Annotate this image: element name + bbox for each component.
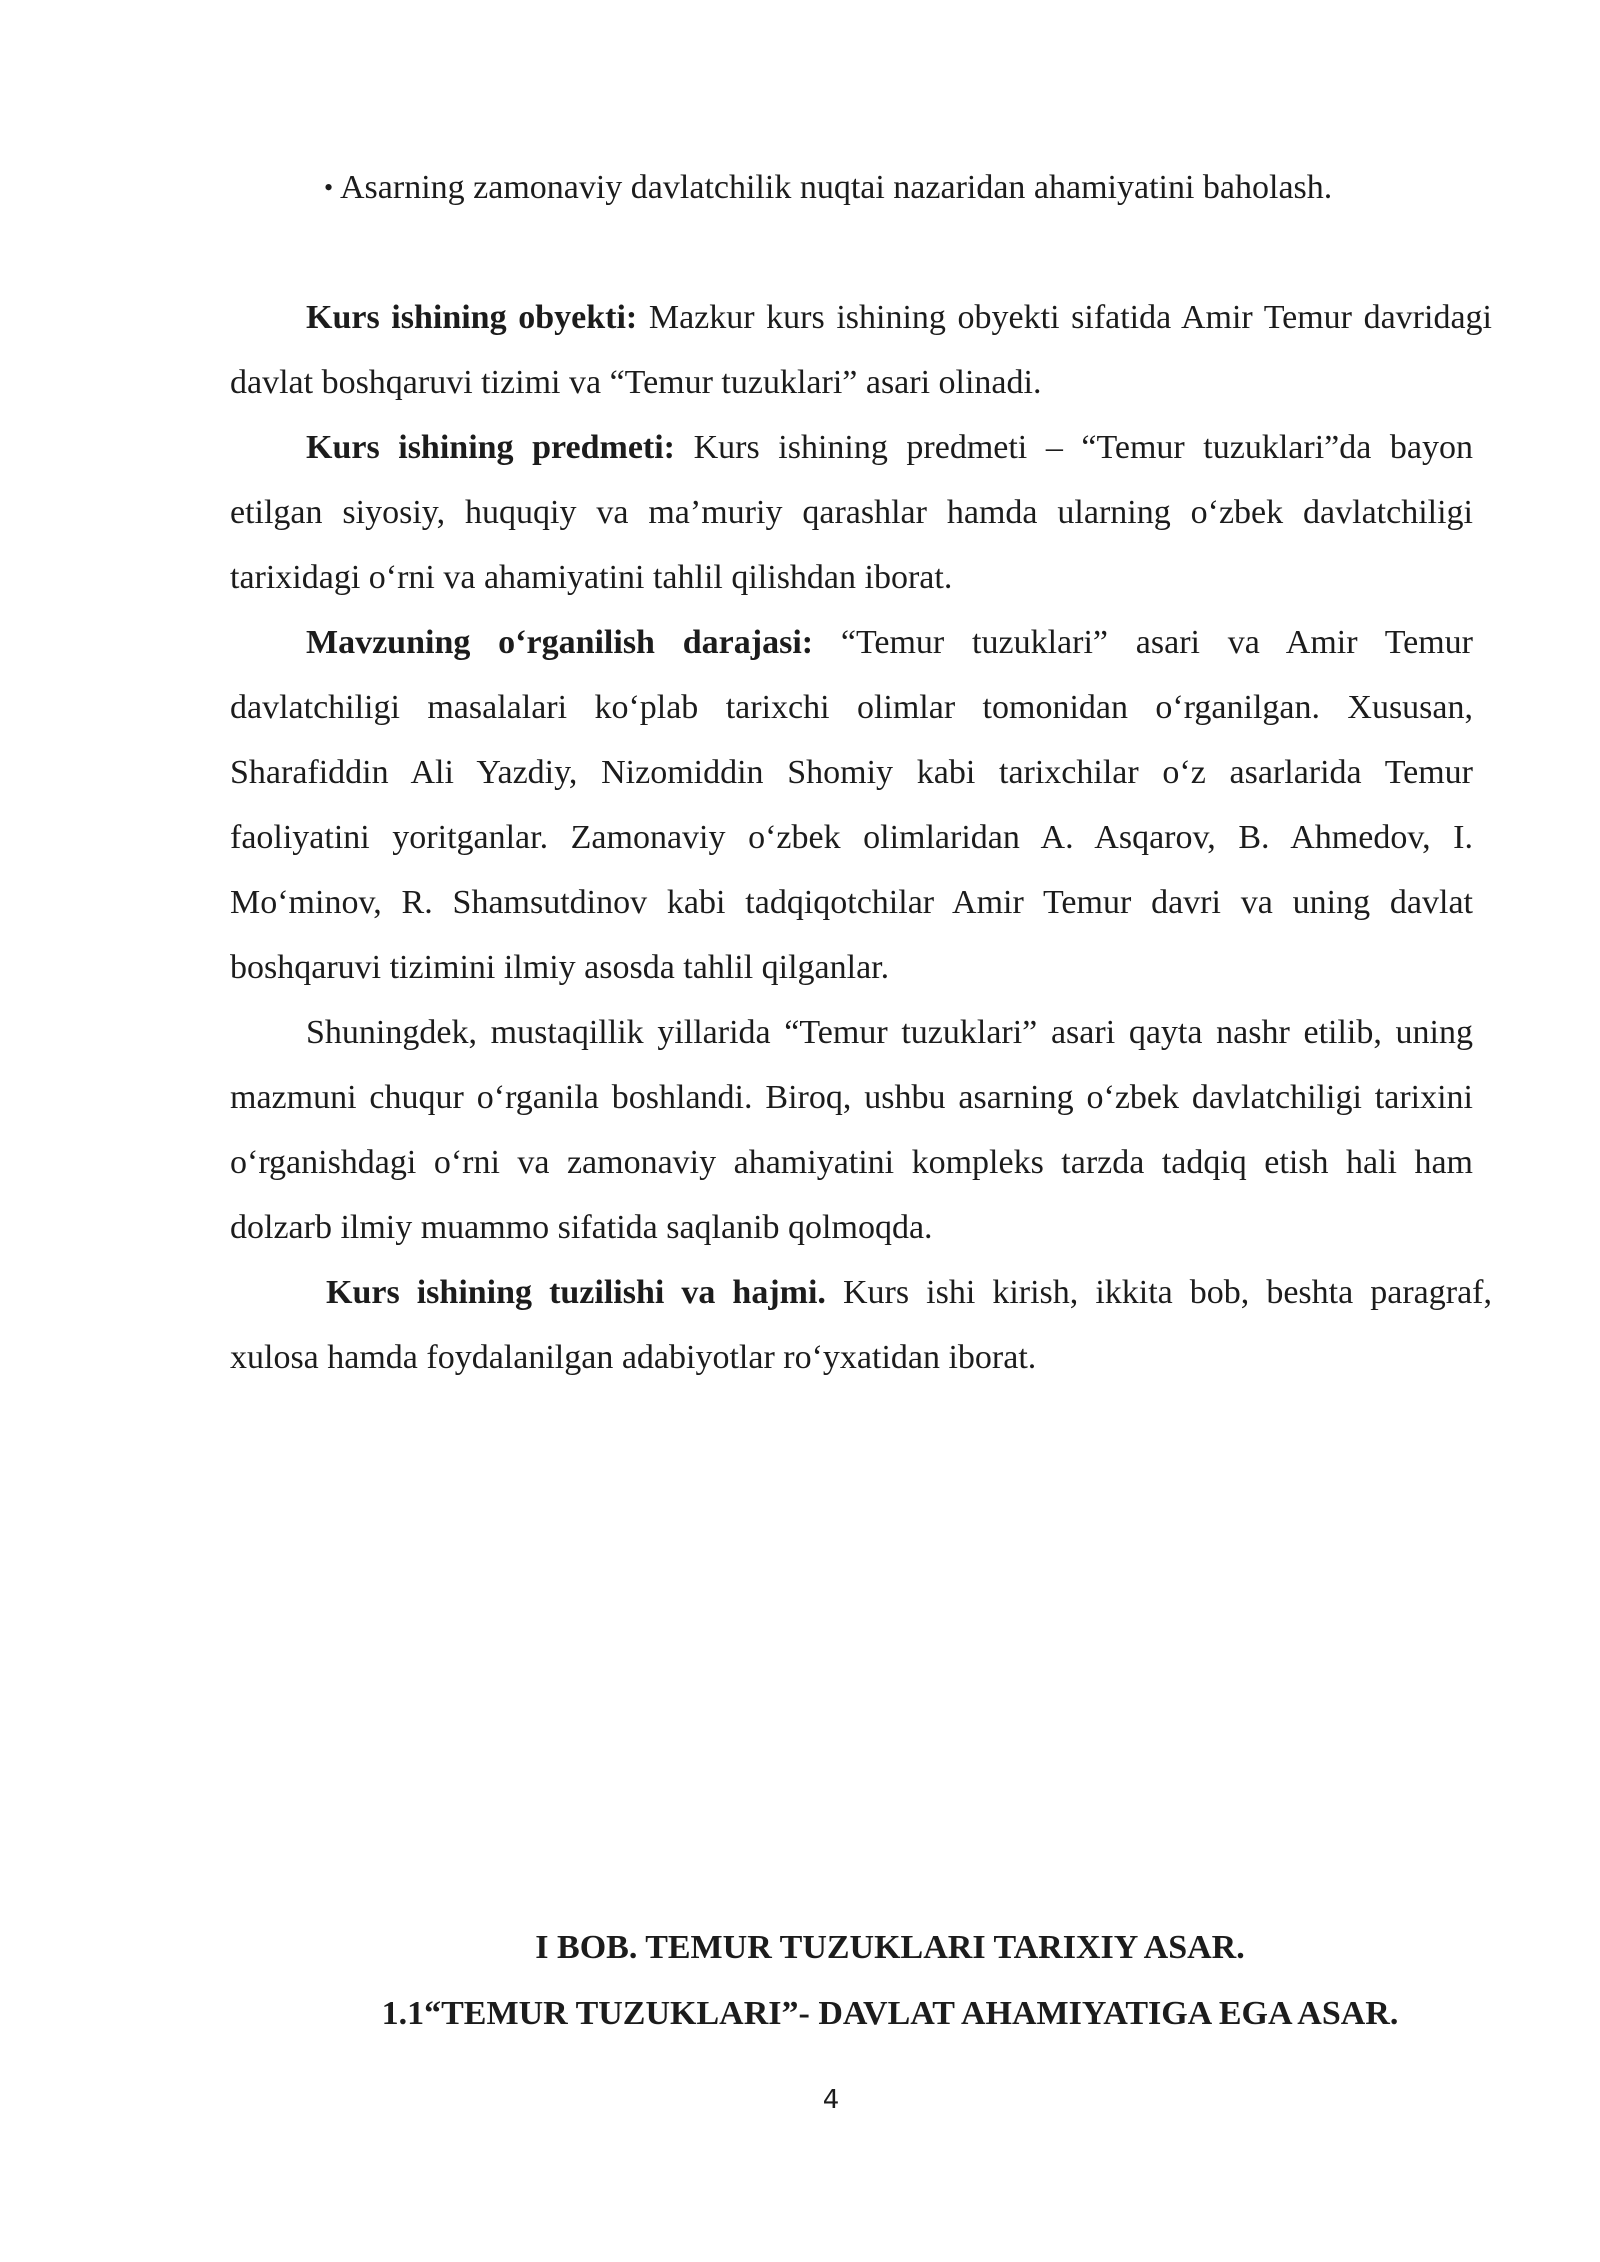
paragraph-object bbox=[230, 285, 1492, 415]
paragraph-independence bbox=[230, 1000, 1473, 1260]
paragraph-body: “Temur tuzuklari” asari va Amir Temur davlatchiligi masalalari ko‘plab tarixchi olimlar tomonidan o‘rganilgan. Xususan, Sharafiddin Ali Yazdiy, Nizomiddin Shomiy kabi tarixchilar o‘z asarlarida Temur faoliyatini yoritganlar. Zamonaviy o‘zbek olimlaridan A. Asqarov, B. Ahmedov, I. Mo‘minov, R. Shamsutdinov kabi tadqiqotchilar Amir Temur davri va uning davlat boshqaruvi tizimini ilmiy asosda tahlil qilganlar. bbox=[230, 624, 1473, 986]
bullet-list-item bbox=[324, 155, 1468, 220]
bullet-text: Asarning zamonaviy davlatchilik nuqtai nazaridan ahamiyatini baholash. bbox=[340, 169, 1333, 206]
paragraph-lead: Kurs ishining predmeti: bbox=[306, 429, 676, 466]
bullet-icon: • bbox=[324, 173, 334, 202]
paragraph-body: Kurs ishining predmeti – “Temur tuzuklari”da bayon etilgan siyosiy, huquqiy va ma’muriy qarashlar hamda ularning o‘zbek davlatchiligi tarixidagi o‘rni va ahamiyatini tahlil qilishdan iborat. bbox=[230, 429, 1473, 596]
paragraph-body: Shuningdek, mustaqillik yillarida “Temur tuzuklari” asari qayta nashr etilib, uning mazmuni chuqur o‘rganila boshlandi. Biroq, ushbu asarning o‘zbek davlatchiligi tarixini o‘rganishdagi o‘rni va zamonaviy ahamiyatini kompleks tarzda tadqiq etish hali ham dolzarb ilmiy muammo sifatida saqlanib qolmoqda. bbox=[230, 1014, 1473, 1246]
paragraph-structure bbox=[230, 1260, 1492, 1390]
paragraph-lead: Kurs ishining obyekti: bbox=[306, 299, 638, 336]
paragraph-research-level bbox=[230, 610, 1473, 1000]
paragraph-lead: Kurs ishining tuzilishi va hajmi. bbox=[326, 1274, 826, 1311]
page-number: 4 bbox=[822, 2085, 840, 2115]
paragraph-body: Mazkur kurs ishining obyekti sifatida Amir Temur davridagi davlat boshqaruvi tizimi va “Temur tuzuklari” asari olinadi. bbox=[230, 299, 1492, 401]
paragraph-body: Kurs ishi kirish, ikkita bob, beshta paragraf, xulosa hamda foydalanilgan adabiyotlar ro‘yxatidan iborat. bbox=[230, 1274, 1492, 1376]
section-heading: 1.1“TEMUR TUZUKLARI”- DAVLAT AHAMIYATIGA EGA ASAR. bbox=[381, 1995, 1399, 2032]
paragraph-subject bbox=[230, 415, 1473, 610]
paragraph-lead: Mavzuning o‘rganilish darajasi: bbox=[306, 624, 814, 661]
chapter-heading: I BOB. TEMUR TUZUKLARI TARIXIY ASAR. bbox=[535, 1929, 1245, 1966]
